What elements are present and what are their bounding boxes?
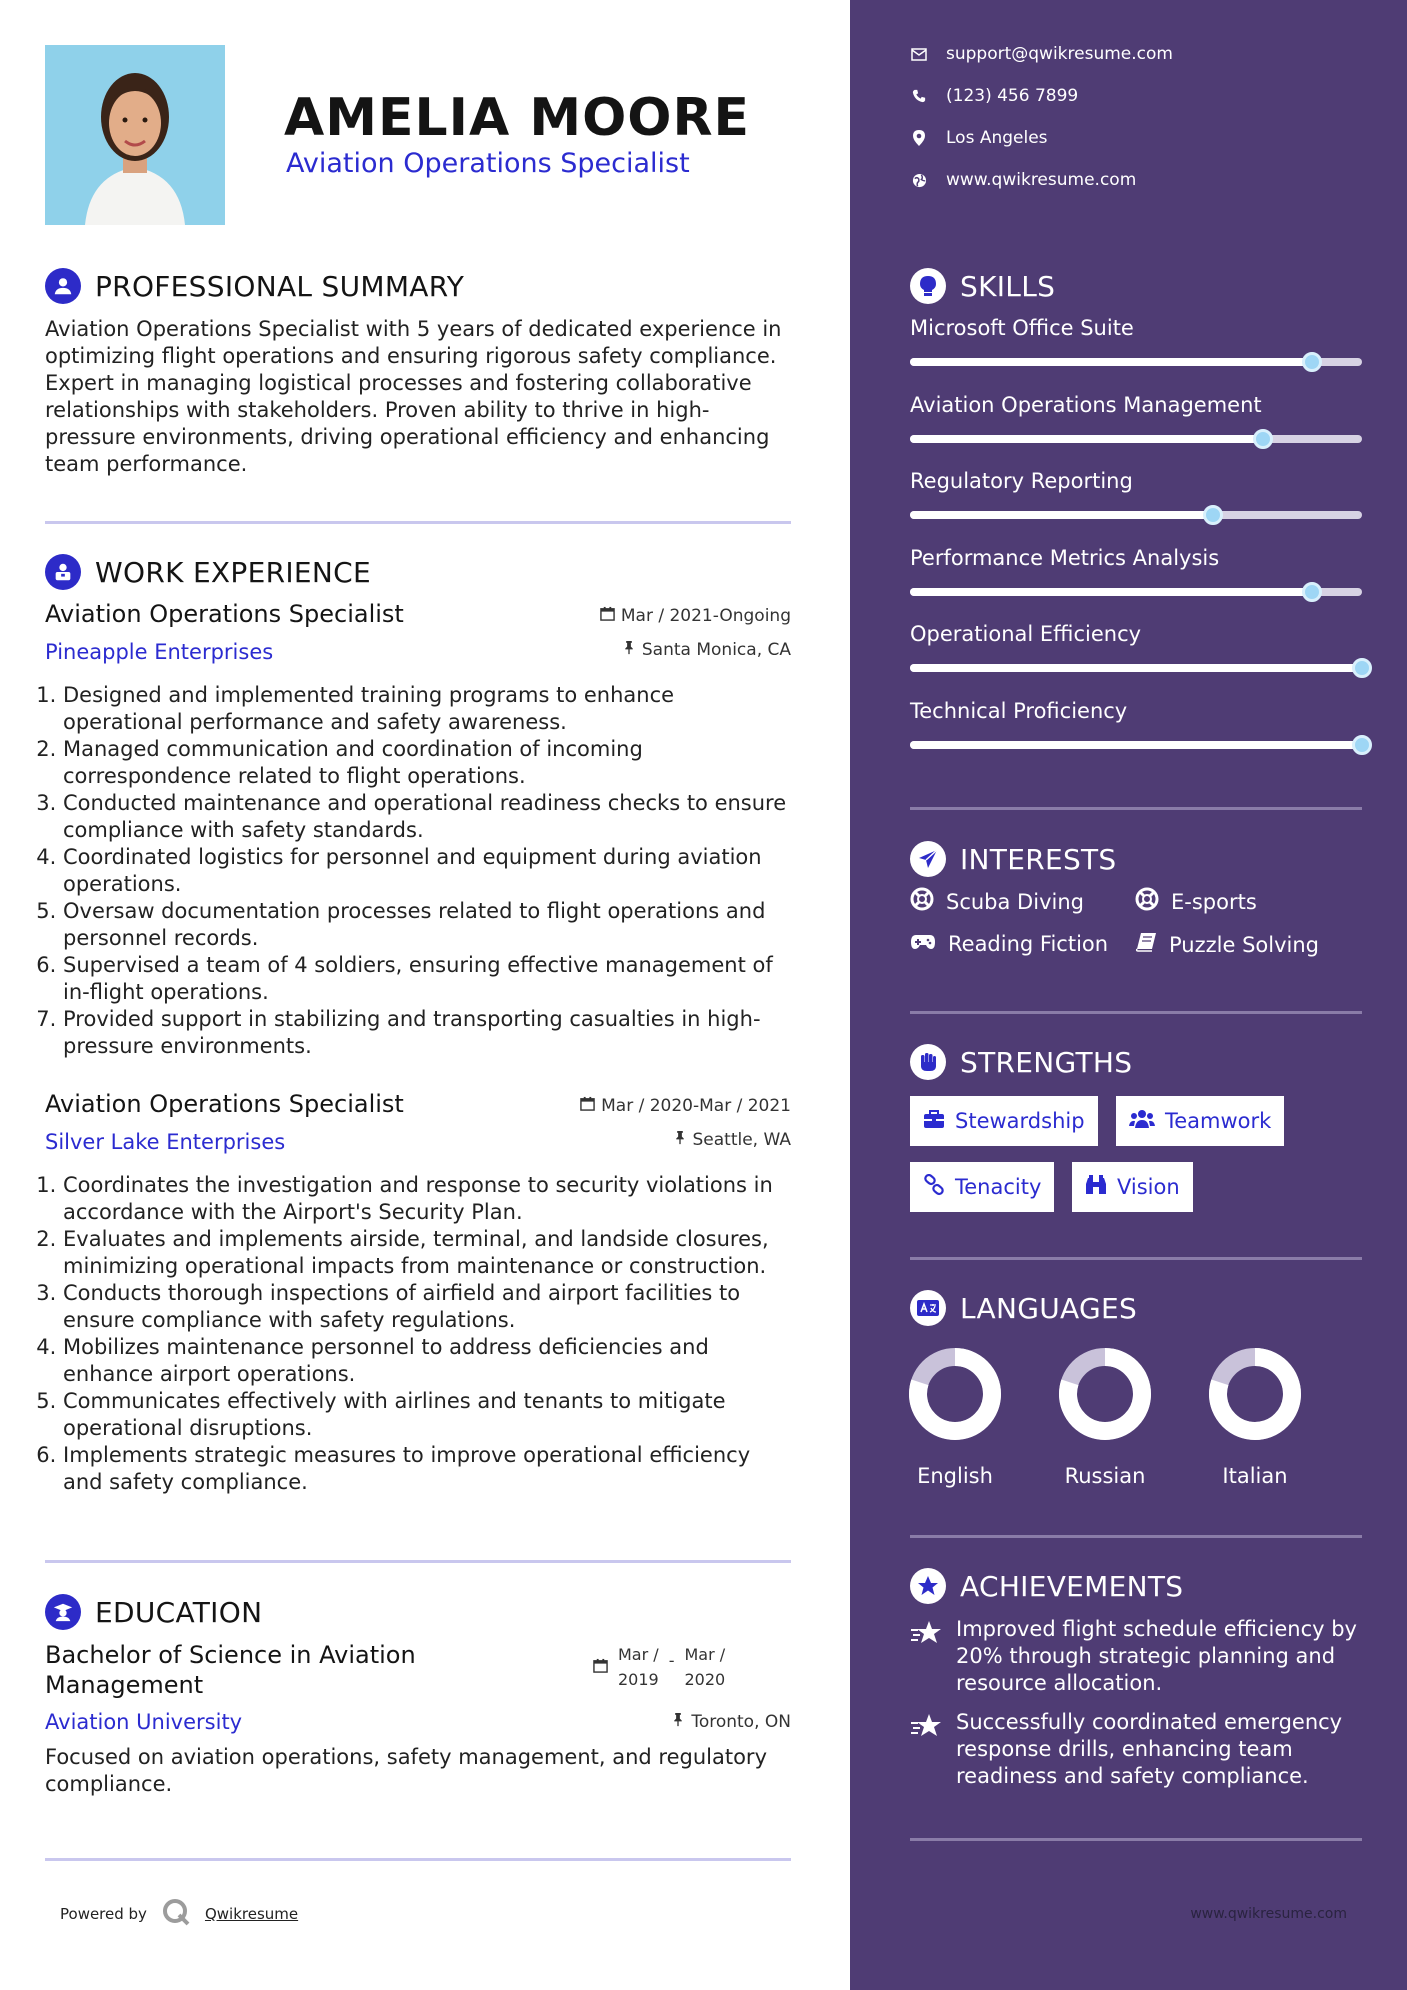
strength-tag [910, 1162, 1054, 1212]
experience-heading [45, 554, 371, 590]
globe-icon [910, 171, 928, 189]
briefcase-user-icon [45, 554, 81, 590]
end-year: 2020 [684, 1670, 726, 1689]
powered-by-label: Powered by [60, 1905, 147, 1923]
skill-label: Regulatory Reporting [910, 469, 1133, 493]
skill-bar-fill [910, 664, 1362, 672]
achievements-heading-text: ACHIEVEMENTS [960, 1569, 1184, 1603]
education-heading-text: EDUCATION [95, 1595, 263, 1629]
education-dates [593, 1642, 725, 1692]
user-icon [45, 268, 81, 304]
contact-website-text: www.qwikresume.com [946, 170, 1137, 190]
skill-bar-knob [1352, 658, 1372, 678]
list-item: 2. Managed communication and coordination of incoming correspondence related to flight operations. [63, 736, 791, 790]
job-dates [580, 1096, 791, 1116]
skill-bar-fill [910, 741, 1362, 749]
strength-label: Vision [1117, 1175, 1180, 1199]
education-heading [45, 1594, 262, 1630]
job-bullets [45, 1172, 791, 1496]
briefcase-icon [923, 1109, 945, 1134]
section-divider [910, 807, 1362, 810]
fist-icon [910, 1044, 946, 1080]
link-icon [923, 1174, 945, 1201]
language-item [905, 1344, 1005, 1488]
strengths-heading [910, 1044, 1132, 1080]
section-divider [45, 521, 791, 524]
summary-heading-text: PROFESSIONAL SUMMARY [95, 269, 465, 303]
skill-bar-fill [910, 588, 1312, 596]
school-name: Aviation University [45, 1710, 243, 1734]
contact-email-text: support@qwikresume.com [946, 44, 1173, 64]
sidebar [850, 0, 1407, 1990]
interest-label: Puzzle Solving [1169, 932, 1319, 957]
date-separator: - [668, 1651, 675, 1670]
language-gauge [1055, 1344, 1155, 1444]
job-location [622, 640, 791, 660]
interest-label: E-sports [1171, 889, 1257, 914]
degree: Bachelor of Science in Aviation Management [45, 1641, 416, 1699]
language-label: Russian [1064, 1464, 1146, 1488]
star-icon [910, 1616, 942, 1697]
skills-heading [910, 268, 1055, 304]
skill-item [910, 316, 1362, 366]
education-description: Focused on aviation operations, safety management, and regulatory compliance. [45, 1745, 767, 1796]
calendar-icon [593, 1642, 608, 1680]
lightbulb-icon [910, 268, 946, 304]
list-item: 4. Coordinated logistics for personnel and equipment during aviation operations. [63, 844, 791, 898]
start-year: 2019 [618, 1670, 659, 1689]
strength-tag [1072, 1162, 1193, 1212]
language-gauge [905, 1344, 1005, 1444]
achievement-text: Improved flight schedule efficiency by 20% through strategic planning and resource allocation. [956, 1617, 1357, 1695]
language-item [1205, 1344, 1305, 1488]
interest-item [1135, 932, 1319, 957]
strength-label: Tenacity [955, 1175, 1042, 1199]
job-dates [600, 606, 791, 626]
phone-icon [910, 87, 928, 105]
education-entry [45, 1640, 791, 1798]
list-item: 6. Implements strategic measures to improve operational efficiency and safety compliance. [63, 1442, 791, 1496]
skill-bar-knob [1253, 429, 1273, 449]
job-location [673, 1130, 792, 1150]
skill-item [910, 469, 1362, 519]
strength-label: Teamwork [1165, 1109, 1272, 1133]
list-item: 5. Communicates effectively with airlines and tenants to mitigate operational disruptions. [63, 1388, 791, 1442]
skill-label: Microsoft Office Suite [910, 316, 1134, 340]
skill-label: Technical Proficiency [910, 698, 1128, 723]
job-location-text: Santa Monica, CA [641, 640, 791, 660]
interest-item [1135, 887, 1257, 916]
skills-heading-text: SKILLS [960, 269, 1056, 303]
job-role: Aviation Operations Specialist [45, 1090, 404, 1118]
education-location [671, 1712, 791, 1732]
calendar-icon [600, 606, 615, 626]
star-icon [910, 1709, 942, 1790]
language-item [1055, 1344, 1155, 1488]
paper-plane-icon [910, 841, 946, 877]
education-end [685, 1642, 726, 1692]
interest-item [910, 932, 1108, 956]
pin-icon [622, 640, 636, 660]
interests-heading-text: INTERESTS [960, 842, 1117, 876]
powered-by [60, 1897, 298, 1931]
skill-bar-knob [1203, 505, 1223, 525]
skill-label: Aviation Operations Management [910, 392, 1262, 417]
lifebuoy-icon [1135, 887, 1159, 916]
languages-heading-text: LANGUAGES [960, 1291, 1138, 1325]
job-location-text: Seattle, WA [692, 1130, 791, 1150]
map-pin-icon [910, 129, 928, 147]
section-divider [910, 1838, 1362, 1841]
list-item: 3. Conducts thorough inspections of airfield and airport facilities to ensure compliance with safety regulations. [63, 1280, 791, 1334]
qwikresume-logo-icon [161, 1897, 191, 1931]
achievements-heading [910, 1568, 1183, 1604]
envelope-icon [910, 45, 928, 63]
list-item: 1. Designed and implemented training programs to enhance operational performance and safety awareness. [63, 682, 791, 736]
skill-item [910, 546, 1362, 596]
contact-website[interactable] [910, 170, 1136, 190]
achievement-item [910, 1709, 1370, 1790]
start-month: Mar / [618, 1645, 659, 1664]
job-company: Silver Lake Enterprises [45, 1130, 286, 1154]
language-gauge [1205, 1344, 1305, 1444]
strength-tag [1116, 1096, 1284, 1146]
profile-photo [45, 45, 225, 225]
section-divider [45, 1858, 791, 1861]
job-company: Pineapple Enterprises [45, 640, 274, 664]
contact-phone-text: (123) 456 7899 [946, 86, 1079, 106]
section-divider [910, 1257, 1362, 1260]
skill-bar [910, 435, 1362, 443]
pin-icon [671, 1712, 685, 1732]
skill-bar [910, 511, 1362, 519]
skill-item [910, 622, 1362, 672]
graduate-icon [45, 1594, 81, 1630]
languages-heading [910, 1290, 1137, 1326]
list-item: 1. Coordinates the investigation and response to security violations in accordance with the Airport's Security Plan. [63, 1172, 791, 1226]
achievement-text: Successfully coordinated emergency response drills, enhancing team readiness and safety compliance. [956, 1710, 1343, 1788]
skill-item [910, 699, 1362, 749]
list-item: 5. Oversaw documentation processes related to flight operations and personnel records. [63, 898, 791, 952]
skill-label: Operational Efficiency [910, 622, 1142, 646]
skill-bar-fill [910, 435, 1263, 443]
skill-label: Performance Metrics Analysis [910, 545, 1220, 570]
skill-bar-knob [1302, 582, 1322, 602]
contact-location-text: Los Angeles [946, 128, 1048, 148]
interests-heading [910, 841, 1117, 877]
skill-bar [910, 358, 1362, 366]
interest-label: Reading Fiction [948, 932, 1109, 956]
language-icon [910, 1290, 946, 1326]
footer-url[interactable]: www.qwikresume.com [1190, 1906, 1347, 1922]
lifebuoy-icon [910, 887, 934, 916]
skill-bar [910, 741, 1362, 749]
candidate-name: AMELIA MOORE [284, 88, 751, 148]
brand-link[interactable]: Qwikresume [204, 1905, 299, 1923]
binoculars-icon [1085, 1174, 1107, 1201]
job-entry [45, 1090, 791, 1496]
achievement-item [910, 1616, 1370, 1697]
section-divider [910, 1535, 1362, 1538]
language-label: Italian [1222, 1464, 1288, 1488]
book-icon [1135, 932, 1157, 957]
section-divider [910, 1011, 1362, 1014]
list-item: 2. Evaluates and implements airside, terminal, and landside closures, minimizing operational impacts from maintenance or construction. [63, 1226, 791, 1280]
calendar-icon [580, 1096, 595, 1116]
skill-bar-fill [910, 358, 1312, 366]
strength-label: Stewardship [955, 1109, 1085, 1133]
skill-bar [910, 588, 1362, 596]
pin-icon [673, 1130, 687, 1150]
gamepad-icon [910, 932, 936, 956]
candidate-title: Aviation Operations Specialist [286, 148, 690, 179]
skill-bar-knob [1352, 735, 1372, 755]
language-label: English [917, 1464, 993, 1488]
skill-bar-fill [910, 511, 1213, 519]
job-role: Aviation Operations Specialist [45, 600, 404, 628]
job-bullets [45, 682, 791, 1060]
summary-text: Aviation Operations Specialist with 5 years of dedicated experience in optimizing flight operations and ensuring rigorous safety compliance. Expert in managing logistical processes and fostering collaborative relationships with stakeholders. Proven ability to thrive in high-pressure environments, driving operational efficiency and enhancing team performance. [45, 317, 782, 476]
strength-tag [910, 1096, 1098, 1146]
skill-bar-knob [1302, 352, 1322, 372]
skill-item [910, 393, 1362, 443]
end-month: Mar / [684, 1645, 726, 1664]
contact-location [910, 128, 1048, 148]
experience-heading-text: WORK EXPERIENCE [95, 555, 371, 589]
list-item: 3. Conducted maintenance and operational readiness checks to ensure compliance with safety standards. [63, 790, 791, 844]
strengths-heading-text: STRENGTHS [960, 1045, 1133, 1079]
skill-bar [910, 664, 1362, 672]
education-start [618, 1642, 659, 1692]
list-item: 4. Mobilizes maintenance personnel to address deficiencies and enhance airport operations. [63, 1334, 791, 1388]
job-entry [45, 600, 791, 1060]
section-divider [45, 1560, 791, 1563]
list-item: 7. Provided support in stabilizing and transporting casualties in high-pressure environments. [63, 1006, 791, 1060]
interest-item [910, 887, 1084, 916]
job-dates-text: Mar / 2020-Mar / 2021 [601, 1096, 791, 1116]
star-badge-icon [910, 1568, 946, 1604]
job-dates-text: Mar / 2021-Ongoing [620, 606, 791, 626]
users-icon [1129, 1109, 1155, 1134]
summary-heading [45, 268, 464, 304]
interest-label: Scuba Diving [946, 889, 1084, 914]
contact-phone[interactable] [910, 86, 1078, 106]
contact-email[interactable] [910, 44, 1173, 64]
education-location-text: Toronto, ON [691, 1712, 791, 1732]
list-item: 6. Supervised a team of 4 soldiers, ensuring effective management of in-flight operations. [63, 952, 791, 1006]
